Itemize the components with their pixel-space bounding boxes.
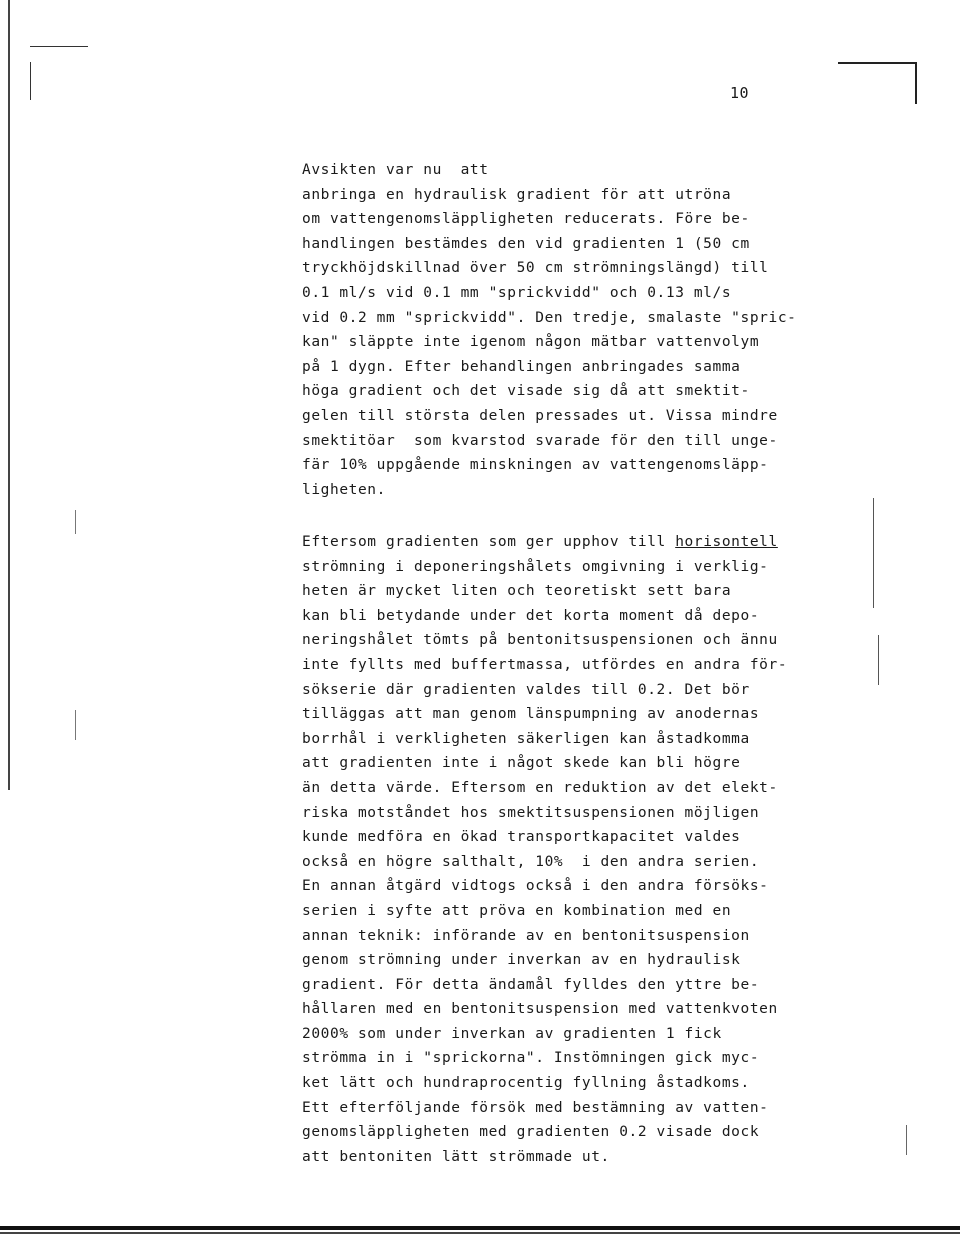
text-line: genomsläppligheten med gradienten 0.2 visade dock xyxy=(302,1124,760,1141)
crop-mark-top-left-horizontal xyxy=(30,46,88,47)
margin-mark-right xyxy=(906,1125,907,1155)
margin-mark-left xyxy=(75,510,76,534)
text-line: 2000% som under inverkan av gradienten 1 fick xyxy=(302,1025,722,1042)
text-line: hållaren med en bentonitsuspension med vattenkvoten xyxy=(302,1001,778,1018)
text-line: ket lätt och hundraprocentig fyllning åstadkoms. xyxy=(302,1075,750,1092)
text-line: gelen till största delen pressades ut. Vissa mindre xyxy=(302,407,778,424)
text-line: på 1 dygn. Efter behandlingen anbringades samma xyxy=(302,358,741,375)
text-line: också en högre salthalt, 10% i den andra serien. xyxy=(302,853,760,870)
text-line: riska motståndet hos smektitsuspensionen möjligen xyxy=(302,804,760,821)
text-line: En annan åtgärd vidtogs också i den andra försöks- xyxy=(302,878,769,895)
text-line: Avsikten var nu att xyxy=(302,162,489,178)
text-line: sökserie där gradienten valdes till 0.2. Det bör xyxy=(302,681,750,698)
bottom-scan-edge-secondary xyxy=(0,1232,960,1234)
text-line: smektitöar som kvarstod svarade för den till unge- xyxy=(302,432,778,449)
margin-mark-right xyxy=(878,635,879,685)
text-line: att gradienten inte i något skede kan bli högre xyxy=(302,755,741,772)
text-line: handlingen bestämdes den vid gradienten 1 (50 cm xyxy=(302,235,750,252)
margin-mark-right xyxy=(873,498,874,608)
text-line: strömma in i "sprickorna". Instömningen gick myc- xyxy=(302,1050,760,1067)
crop-mark-top-right-vertical xyxy=(915,62,917,104)
text-line: 0.1 ml/s vid 0.1 mm "sprickvidd" och 0.13 ml/s xyxy=(302,284,732,301)
text-line: att bentoniten lätt strömmade ut. xyxy=(302,1148,610,1165)
underlined-word: horisontell xyxy=(675,534,778,550)
text-line: kan" släppte inte igenom någon mätbar vattenvolym xyxy=(302,334,760,351)
text-line: heten är mycket liten och teoretiskt sett bara xyxy=(302,583,732,600)
text-line: borrhål i verkligheten säkerligen kan åstadkomma xyxy=(302,730,750,747)
text-line: annan teknik: införande av en bentonitsuspension xyxy=(302,927,750,944)
text-line: gradient. För detta ändamål fylldes den yttre be- xyxy=(302,976,760,993)
text-line: fär 10% uppgående minskningen av vattengenomsläpp- xyxy=(302,457,769,474)
text-line: tryckhöjdskillnad över 50 cm strömningslängd) till xyxy=(302,260,769,277)
crop-mark-top-left-vertical xyxy=(30,62,31,100)
text-line: anbringa en hydraulisk gradient för att utröna xyxy=(302,186,732,203)
page-number: 10 xyxy=(730,84,750,102)
text-line: Ett efterföljande försök med bestämning av vatten- xyxy=(302,1099,769,1116)
text-line: kunde medföra en ökad transportkapacitet valdes xyxy=(302,829,741,846)
paragraph-1 xyxy=(302,158,822,502)
scan-border-left xyxy=(8,0,10,790)
text-line: kan bli betydande under det korta moment då depo- xyxy=(302,607,760,624)
text-line-with-underline: Eftersom gradienten som ger upphov till horisontell xyxy=(302,534,778,550)
text-line: tilläggas att man genom länspumpning av anodernas xyxy=(302,706,760,723)
text-line: strömning i deponeringshålets omgivning i verklig- xyxy=(302,558,769,575)
text-line: genom strömning under inverkan av en hydraulisk xyxy=(302,952,741,969)
crop-mark-top-right-horizontal xyxy=(838,62,916,64)
text-line: höga gradient och det visade sig då att smektit- xyxy=(302,383,750,400)
text-line: neringshålet tömts på bentonitsuspensionen och ännu xyxy=(302,632,778,649)
text-line: än detta värde. Eftersom en reduktion av det elekt- xyxy=(302,779,778,796)
text-line: ligheten. xyxy=(302,481,386,498)
margin-mark-left xyxy=(75,710,76,740)
text-line: om vattengenomsläppligheten reducerats. Före be- xyxy=(302,211,750,228)
text-line: inte fyllts med buffertmassa, utfördes en andra för- xyxy=(302,656,788,673)
paragraph-2 xyxy=(302,530,822,1169)
bottom-scan-edge xyxy=(0,1226,960,1230)
text-line: vid 0.2 mm "sprickvidd". Den tredje, smalaste "spric- xyxy=(302,309,797,326)
text-line: serien i syfte att pröva en kombination med en xyxy=(302,902,732,919)
